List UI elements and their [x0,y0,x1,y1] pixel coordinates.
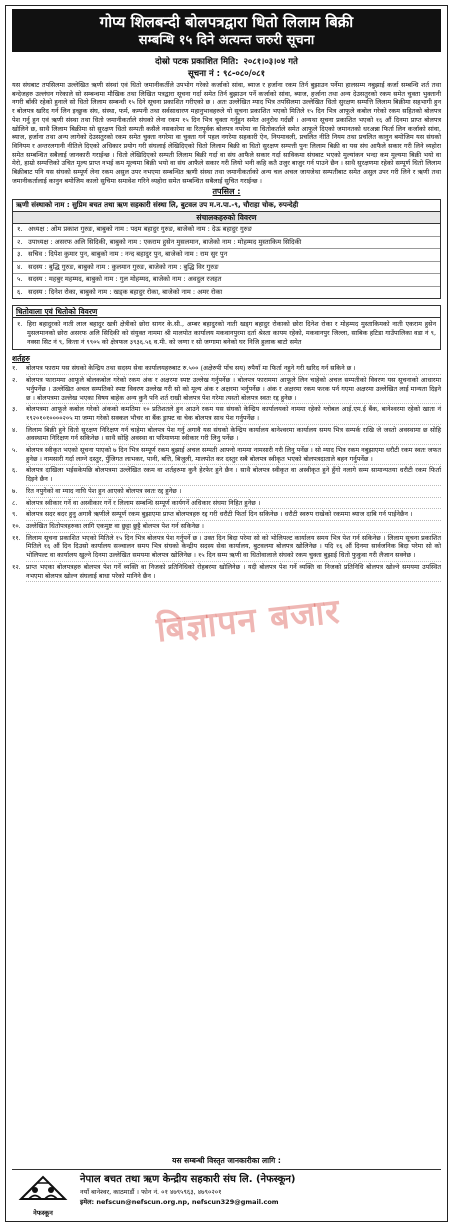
terms-title: शर्तहरु [12,354,30,364]
term-item [12,466,441,485]
term-text: बोलपत्र फाराममा आफूले बोलकबोल गरेको रकम अंक र अक्षरमा स्पष्ट उल्लेख गर्नुपर्नेछ । बोलपत्र फाराममा आफूले लिन चाहेको अचल सम्पतीको विवरण यस सूचनाको आधारमा भर्नुपर्नेछ । उल्लेखित अचल सम्पतिको स्पष्ट विवरण उल्लेख गरी सो को मूल्य अंक र अक्षरमा भर्नुपर्नेछ । अंक र अक्षरमा रकम फरक पर्न गएमा अक्षरमा उल्लेखित लाई मान्यता दिइने छ । बोलपत्रमा उल्लेख भएका विषय बाहेक अन्य कुनै पनि शर्त राखी बोलपत्र पेश गरेमा त्यस्तो बोलपत्र स्वतः रद्द हुनेछ । [26,376,441,404]
term-text: बोलपत्र दाखिला भईसकेपछि बोलपत्रमा उल्लेखित रकम वा शर्तहरुमा कुनै हेरफेर हुने छैन । साथै बोलपत्र स्वीकृत वा अस्वीकृत हुने हुँगो नलागे सम्म सामान्यतया धरौटी रकम फिर्ता दिइने छैन । [26,466,441,485]
term-item [12,510,441,521]
publication-date: २०८१।०३।०४ गते [243,57,298,67]
term-number: ७. [12,486,18,495]
cooperative-logo-icon [17,1173,69,1203]
org-address: नयाँ बानेश्वर, काठमाडौं । फोन नं. ०१ ४७९५९६३, ४७९०२०१ [80,1188,222,1196]
term-text: उल्लेखित धितोपत्रहरुका लागि एकमुष्ट वा छुट्टा छुट्टै बोलपत्र पेश गर्न सकिनेछ । [26,522,441,533]
term-item [12,534,441,562]
board-member [13,237,440,250]
property-text: हिरा बहादुरको नाती लाल बहादुर खत्री क्षेत्रीको छोरा सागर के.सी., अम्बर बहादुरको नाती खड्ग बहादुर रोकाको छोरा दिनेश रोका र मोहम्मद मुस्ताकिमको नाती एकराम हुसेन मुसलमानको छोरा असरफ अलि सिदिकी को संयुक्त नाममा श्री मालपोत कार्यालय मकवानपुरमा दर्ता श्रेस्ता कायम रहेको, मकवानपुर जिल्ला, साबिक हटिडा गाउँपालिका वडा नं ९, नक्सा सिट नं ९, कित्ता नं ९९०५ को क्षेत्रफल ३९३६.५६ व.मी. को जग्गा र सो जग्गामा बनेको घर निजि हुलाक बाटो समेत [27,320,436,347]
board-member [13,224,440,237]
board-member [13,274,440,287]
term-item [12,364,441,375]
title-line-2: सम्बन्धि १५ दिने अत्यन्त जरुरी सूचना [138,33,315,48]
property-number: १. [17,320,23,329]
member-number: ६. [17,287,23,296]
member-details: सदस्य : दिनेश रोका, बाबुको नाम : खड्क बहादुर रोका, बाजेको नाम : अमर रोका [28,287,223,296]
member-number: १. [17,225,23,234]
org-full-name: नेपाल बचत तथा ऋण केन्द्रीय सहकारी संघ लि. (नेफस्कून) [80,1174,296,1185]
logo [12,1173,74,1217]
title-line-1: गोप्य शिलबन्दी बोलपत्रद्वारा धितो लिलाम बिक्री [99,13,354,31]
watermark: बिज्ञापन बजार [154,591,342,651]
notice-page [5,5,448,1222]
term-item [12,522,441,533]
term-text: लिलाम बिक्री हुने धितो सुरक्षण निरिक्षण गर्न चाहेमा बोलपत्र पेश गर्नु अगावै यस संघको केन्द्रिय कार्यालय बानेश्वरमा कार्यालय समय भित्र सम्पर्क राखि जे जस्तो अवस्थामा छ सोहि अवस्थामा निरिक्षण गर्न सकिनेछ । साथै सोहि अवस्था वा परिमाणमा स्वीकार गरी लिनु पर्नेछ । [26,426,441,445]
term-item [12,446,441,465]
member-number: ५. [17,275,23,284]
term-text: बोलपत्रमा आफूले कबोल गरेको अंकको कमतिमा १० प्रतिशतले हुन आउने रकम यस संघको केन्द्रिय कार्यालयको नाममा रहेको ग्लोबल आई.एम.ई बैंक, बानेश्वरमा रहेको खाता नं १९२०१०१००००२०५ मा जम्मा गरेको सक्कल भौचर वा बैंक ड्राफ्ट वा चेक बोलपत्र साथ पेश गर्नुपर्नेछ । [26,405,441,424]
term-item [12,376,441,404]
member-details: सचिव : दिपेश कुमार पुन, बाबुको नाम : नन्द बहादुर पुन, बाजेको नाम : राम सुर पुन [28,250,228,259]
board-member [13,287,440,299]
term-text: बोलपत्र स्वीकृत भएको सूचना पाएको ७ दिन भित्र सम्पूर्ण रकम बुझाई अचल सम्पती आफ्नो नाममा नामसारी गरी लिनु पर्नेछ । सो म्याद भित्र रकम नबुझाएमा धरौटी रकम स्वतः जफत हुनेछ । नामसारी गर्दा लाग्ने दस्तुर, पुँजिगत लाभकर, पानी, बत्ति, बिजुली, मालपोत कर दस्तुर सबै बोलपत्र स्वीकृत भएको बोलपत्रदाताले बहन गर्नुपर्नेछ । [26,446,441,465]
org-details [74,1173,441,1217]
term-text: प्राप्त भएका बोलपत्रहरु बोलपत्र पेश गर्ने व्यक्ति वा निजको प्रतिनिधिको रोहबरमा खोलिनेछ । यदी बोलपत्र पेश गर्ने व्यक्ति वा निजको प्रतिनिधि बोलपत्र खोल्ने समयमा उपस्थित नभएमा बोलपत्र खोल्न संघलाई बाधा परेको मानिने छैन । [26,563,441,582]
member-number: २. [17,237,23,246]
term-number: ११. [12,533,21,542]
term-number: १२. [12,562,21,571]
schedule-title: तपसिल : [212,187,241,197]
term-number: ५. [12,446,18,455]
member-details: अध्यक्ष : ओम प्रकाश गुरुङ, बाबुको नाम : पदम बहादुर गुरुङ, बाजेको नाम : देऊ बहादुर गुरुङ [28,225,252,234]
property-title: धितोवाला एवं धितोको विवरण [13,306,440,318]
term-number: ६. [12,466,18,475]
term-number: १. [12,364,18,373]
term-number: ९. [12,510,18,519]
term-text: बोलपत्र सदर बदर हुनु अगावै ऋणीले सम्पूर्ण रकम बुझाएमा प्राप्त बोलपत्रहरु रद्द गरी धरौटी फिर्ता दिन सकिनेछ । धरौटी स्वरुप राखेको रकममा ब्याज दाबि गर्न पाईनेछैन । [26,510,441,521]
member-number: ३. [17,250,23,259]
term-text: बोलपत्र स्वीकार गर्ने वा अस्वीकार गर्ने र लिलाम सम्बन्धि सम्पूर्ण कार्यगर्ने अधिकार संघमा निहित हुनेछ । [26,499,441,510]
member-number: ४. [17,262,23,271]
term-item [12,563,441,582]
footer-note: यस सम्बन्धी विस्तृत जानकारीका लागि : [172,1156,281,1165]
term-number: १०. [12,521,21,530]
intro-paragraph: यस संघबाट तपसिलमा उल्लेखित ऋणी संस्थां एवं धितो जमानीकर्तीले उपभोग गरेको कर्जाको सांवा, ब्याज र हर्जाना रकम तिर्न बुझाउन पर्नेमा हालसम्म नबुझाई कर्जा सम्बन्धि शर्त तथा बन्देजहरु उल्लंघन गरेकाले सो सम्बन्धमा मौखिक तथा लिखित पत्रद्वारा सूचना गर्दा समेत तिर्न बुझाउन पर्ने कर्जाको सांवा, ब्याज, हर्जाना तथा अन्य देउसतुरको रकम समेत चुक्ता भुक्तानी नगरी बाँकी रहेको हुनाले सो धितो लिलाम सम्बन्धी १५ दिने सूचना प्रकाशित गरीएको छ । अतः उल्लेखित म्याद भित्र तपसिलमा उल्लेखित धितो सुरक्षण सम्पत्ति लिलाम बिक्रीमा सहभागी हुन र बोलपत्र खरिद गर्न लिन इच्छुक संघ, संस्था, फर्म, कम्पनी तथा सर्वसाधारण महानुभावहरुले यो सूचना प्रकाशित भएको मितिले १५ दिन भित्र आफूले कबोल गरेको रकम सहितको बोलपत्र पेश गर्नु हुन एवं ऋणी संस्था तथा धितो जमानीकर्ताले संघको लेना रकम १५ दिन भित्र चुक्ता गर्नुहुन समेत अनुरोध गर्दछौं । अन्यथा सूचना प्रकाशित भएको १६ औं दिनमा प्राप्त बोलपत्र खोलिने छ, साथै लिलाम बिक्रीमा सो सुरक्षण धितो सम्पती कसैले नसकारेमा वा रितपूर्वक बोलपत्र नपरेमा वा धितोकर्ताले समेत आफूले दिएको जमानतको धरअन्ना फिर्ता लिन कर्जाको सांवा, ब्याज, हर्जाना तथा अन्य लागेको देउसतुरको रकम समेत चुक्ता नगरेमा वा चुक्ता गर्न पहल नगरेमा सहकारी ऐन, नियमावली, प्रचलित नीति नियम तथा प्रचलित कानुन बमोजिम यस संघको विनियम र अन्तरलगानी नीतिले दिएको अधिकार प्रयोग गरी संघलाई लेखिदिएको धितो लिलाम बिक्री वा धितो सुरक्षण सम्पत्ती पुनः लिलाम बिक्री वा यस संघ आफैले सकार गरी लिने व्यहोरा समेत सम्बन्धित सबैलाई जानकारी गराईन्छ । धितो लेखिदिएको सम्पती लिलाम बिक्री गर्दा वा संघ आफैले सकार गर्दा साविकमा संघबाट भएको मुल्यांकन भन्दा कम मूल्यमा बिक्री भयो वा मेरो, हाम्रो सम्पत्तिको उचित मूल्य प्राप्त नभई कम मूल्यमा बिक्री भयो वा संघ आफैले सकार गरी लियो भनी कहि कतै उजुर बाजुर गर्न पाउने छैन । साथै सुरक्षणमा रहेको सम्पूर्ण धितो लिलाम बिक्रीबाट पनि यस संघको सम्पूर्ण लेना रकम असुल उपर नभएमा सम्बन्धित ऋणी संस्था तथा जमानीकर्ताको अन्य चल अचल जायजेथा सम्पतीबाट समेत असुल उपर गरी लिने र ऋणी तथा जमानीकर्तालाई कानुन बमोजिम कालो सुचिमा समावेश गरिने व्यहोरा समेत सम्बन्धित सबैलाई सुचित गराईन्छ । [12,81,441,185]
term-number: २. [12,376,18,385]
member-details: सदस्य : बुद्धि गुरुङ, बाबुको नाम : कुलमान गुरुङ, बाजेको नाम : बुद्धि विर गुरुङ [28,262,219,271]
board-member [13,249,440,262]
term-item [12,487,441,498]
notice-number: सूचना नं : ९८-०८०/०८१ [187,69,266,79]
email-link[interactable]: nefscun@nefscun.org.np, nefscun329@gmail.com [96,1198,279,1206]
logo-text: नेफस्कून [33,1209,53,1217]
terms-list [12,364,441,582]
term-number: ८. [12,498,18,507]
board-title: संचालकहरुको विवरण [13,212,440,224]
footer [12,1155,441,1217]
member-details: सदस्य : महबुर महम्मद, बाबुको नाम : गुल मोहम्मद, बाजेको नाम : अवदुल रजहत [28,275,222,284]
term-number: ३. [12,405,18,414]
footer-row [12,1169,441,1217]
member-details: उपाध्यक्ष : असरफ अलि सिदिकी, बाबुको नाम : एकराम हुसेन मुसलमान, बाजेको नाम : मोहम्मद मुस्ताकिम सिदिकी [28,237,302,246]
term-number: ४. [12,425,18,434]
term-item [12,499,441,510]
term-text: लिलाम सूचना प्रकाशित भएको मितिले १५ दिन भित्र बोलपत्र पेश गर्नुपर्ने छ । उक्त दिन बिदा परेमा सो को भोलिपल्ट कार्यालय समय भित्र पेश गर्न सकिनेछ । लिलाम सूचना प्रकाशित मितिले १६ औं दिन दिउसो कार्यालय सञ्चालन समय भित्र संघको केन्द्रीय सदस्य सेवा कार्यालय, बुटवलमा बोलपत्र खोलिनेछ । यदि १६ औं दिनमा सार्वजनिक बिदा परेमा सो को भोलिपल्ट वा कार्यालय खुल्ने दिनमा उल्लेखित समयमा बोलपत्र खोलिनेछ । १५ दिन सम्म ऋणी वा धितोवालाले संघको रकम चुक्ता बुझाई धितो फुकुवा गरी लैजान सक्नेछ । [26,534,441,562]
title-banner [12,9,441,52]
term-text: बोलपत्र फाराम यस संघको केन्द्रिय तथा सदस्य सेवा कार्यालयहरुबाट रु.५०० (अक्षेरुपी पाँच सय) रुपैयाँ मा फिर्ता नहुने गरी खरिद गर्न सकिने छ । [26,364,441,375]
term-text: रित नपुगेको वा म्याद नाघि पेश हुन आएको बोलपत्र स्वतः रद्द हुनेछ । [26,487,441,498]
property-box [12,305,441,350]
borrower-org-line: ऋणी संस्थाको नाम : सुप्रिम बचत तथा ऋण सहकारी संस्था लि, बुटवल उप म.न.पा.-९, चौराहा चोक, रुपन्देही [13,200,440,212]
publication-info [12,56,441,68]
property-description [13,318,440,349]
term-item [12,426,441,445]
email-label: इमेल: [80,1198,95,1206]
publication-label: दोस्रो पटक प्रकाशित मिति: [155,57,239,67]
borrower-box [12,199,441,299]
board-member [13,262,440,275]
term-item [12,405,441,424]
org-email-line [80,1197,441,1207]
